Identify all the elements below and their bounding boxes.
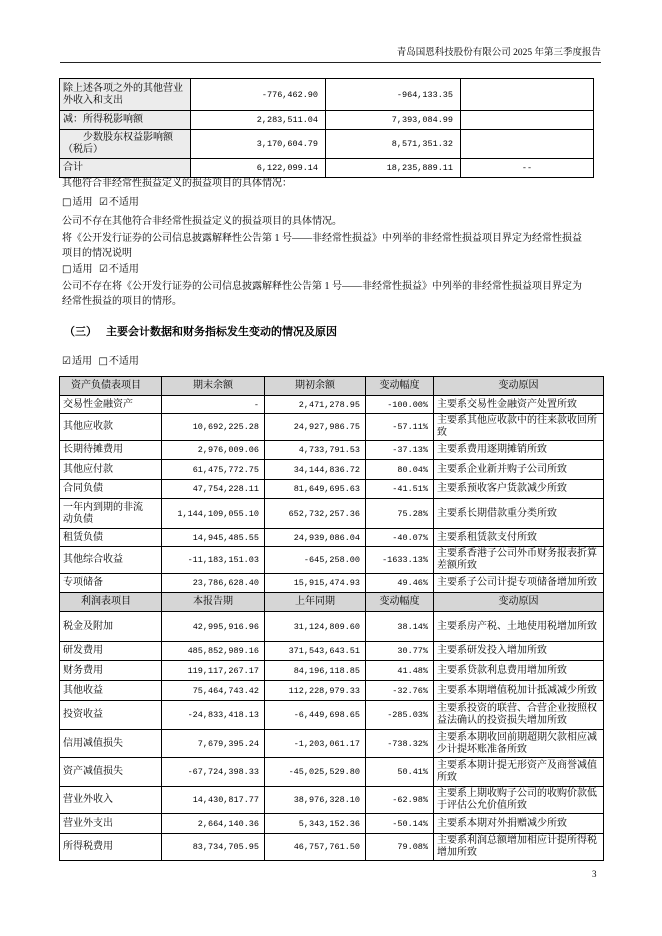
- current-period-amount: 75,464,743.42: [162, 681, 265, 701]
- change-reason: 主要系子公司计提专项储备增加所致: [434, 574, 604, 593]
- change-rate: -41.51%: [366, 480, 434, 499]
- item-label: 除上述各项之外的其他营业外收入和支出: [60, 79, 191, 111]
- table-row: [60, 681, 604, 701]
- column-header: 变动幅度: [366, 377, 434, 396]
- table-row: [60, 460, 604, 480]
- change-rate: -1633.13%: [366, 547, 434, 574]
- item-name: 其他应付款: [60, 460, 162, 480]
- opening-balance: 24,939,086.04: [265, 529, 366, 547]
- closing-balance: 10,692,225.28: [162, 414, 265, 441]
- item-name: 租赁负债: [60, 529, 162, 547]
- column-header: 利润表项目: [60, 593, 162, 612]
- current-period-amount: 83,734,705.95: [162, 834, 265, 861]
- opening-balance: 2,471,278.95: [265, 396, 366, 414]
- option-label: 适用: [72, 197, 93, 208]
- item-name: 信用减值损失: [60, 730, 162, 758]
- non-recurring-items-table: [59, 78, 594, 178]
- change-reason: 主要系利润总额增加相应计提所得税增加所致: [434, 834, 604, 861]
- item-name: 其他应收款: [60, 414, 162, 441]
- note-cell: --: [461, 159, 594, 178]
- change-rate: 80.04%: [366, 460, 434, 480]
- prior-period-amount: -1,203,061.17: [265, 730, 366, 758]
- opening-balance: 34,144,836.72: [265, 460, 366, 480]
- item-name: 合同负债: [60, 480, 162, 499]
- reclass-question: 将《公开发行证券的公司信息披露解释性公告第 1 号——非经常性损益》中列举的非经常性损益项目界定为经常性损益项目的情况说明: [62, 233, 582, 259]
- item-label: 少数股东权益影响额（税后）: [60, 130, 191, 159]
- item-name: 其他收益: [60, 681, 162, 701]
- change-rate: -57.11%: [366, 414, 434, 441]
- table-row: [60, 441, 604, 460]
- item-name: 一年内到期的非流动负债: [60, 499, 162, 529]
- column-header: 变动原因: [434, 593, 604, 612]
- change-reason: 主要系贷款利息费用增加所致: [434, 661, 604, 681]
- closing-balance: 1,144,109,055.10: [162, 499, 265, 529]
- opening-balance: 24,927,986.75: [265, 414, 366, 441]
- current-period-amount: 119,117,267.17: [162, 661, 265, 681]
- checkbox-checked-icon: ☑: [62, 356, 71, 367]
- change-rate: -62.98%: [366, 787, 434, 814]
- change-reason: 主要系本期计提无形资产及商誉减值所致: [434, 758, 604, 787]
- change-reason: 主要系费用逐期摊销所致: [434, 441, 604, 460]
- opening-balance: 81,649,695.63: [265, 480, 366, 499]
- table-row: [60, 574, 604, 593]
- checkbox-checked-icon: ☑: [98, 197, 108, 208]
- current-period-amount: -67,724,398.33: [162, 758, 265, 787]
- option-applicable: [62, 197, 92, 208]
- current-period-amount: 7,679,395.24: [162, 730, 265, 758]
- income-statement-header-row: [60, 593, 604, 612]
- change-rate: -40.07%: [366, 529, 434, 547]
- change-rate: -50.14%: [366, 814, 434, 834]
- current-period-amount: 42,995,916.96: [162, 612, 265, 642]
- change-reason: 主要系本期收回前期超期欠款相应减少计提坏账准备所致: [434, 730, 604, 758]
- change-reason: 主要系上期收购子公司的收购价款低于评估公允价值所致: [434, 787, 604, 814]
- column-header: 期末余额: [162, 377, 265, 396]
- current-period-amount: 2,283,511.04: [191, 111, 326, 130]
- table-row: [60, 79, 594, 111]
- section-title: 主要会计数据和财务指标发生变动的情况及原因: [106, 326, 337, 338]
- table-row: [60, 661, 604, 681]
- item-name: 资产减值损失: [60, 758, 162, 787]
- financial-changes-table: [59, 376, 604, 861]
- prior-period-amount: 38,976,328.10: [265, 787, 366, 814]
- opening-balance: -645,258.00: [265, 547, 366, 574]
- table-row: [60, 547, 604, 574]
- year-to-date-amount: -964,133.35: [326, 79, 461, 111]
- table-row: [60, 834, 604, 861]
- option-not-applicable: [99, 264, 139, 275]
- table-row: [60, 499, 604, 529]
- item-label: 合计: [60, 159, 191, 178]
- section-heading: [64, 325, 337, 340]
- opening-balance: 15,915,474.93: [265, 574, 366, 593]
- change-reason: 主要系预收客户货款减少所致: [434, 480, 604, 499]
- item-name: 财务费用: [60, 661, 162, 681]
- year-to-date-amount: 18,235,889.11: [326, 159, 461, 178]
- table-row: [60, 612, 604, 642]
- current-period-amount: 485,852,989.16: [162, 642, 265, 661]
- table-row: [60, 480, 604, 499]
- item-name: 交易性金融资产: [60, 396, 162, 414]
- other-items-statement: 公司不存在其他符合非经常性损益定义的损益项目的具体情况。: [62, 216, 342, 227]
- table-row: [60, 814, 604, 834]
- current-period-amount: -776,462.90: [191, 79, 326, 111]
- item-name: 其他综合收益: [60, 547, 162, 574]
- reclass-applicability: [62, 263, 143, 277]
- table-row: [60, 730, 604, 758]
- table-row: [60, 396, 604, 414]
- item-name: 营业外支出: [60, 814, 162, 834]
- closing-balance: -: [162, 396, 265, 414]
- prior-period-amount: 371,543,643.51: [265, 642, 366, 661]
- closing-balance: -11,183,151.03: [162, 547, 265, 574]
- prior-period-amount: 31,124,809.60: [265, 612, 366, 642]
- item-name: 专项储备: [60, 574, 162, 593]
- closing-balance: 23,786,628.40: [162, 574, 265, 593]
- option-label: 适用: [72, 264, 93, 275]
- column-header: 变动原因: [434, 377, 604, 396]
- year-to-date-amount: 7,393,084.99: [326, 111, 461, 130]
- checkbox-unchecked-icon: □: [62, 264, 72, 275]
- note-cell: [461, 79, 594, 111]
- current-period-amount: 3,170,604.79: [191, 130, 326, 159]
- change-reason: 主要系企业新并购子公司所致: [434, 460, 604, 480]
- current-period-amount: 14,430,817.77: [162, 787, 265, 814]
- change-rate: 41.48%: [366, 661, 434, 681]
- column-header: 上年同期: [265, 593, 366, 612]
- column-header: 期初余额: [265, 377, 366, 396]
- prior-period-amount: 5,343,152.36: [265, 814, 366, 834]
- checkbox-checked-icon: ☑: [98, 264, 108, 275]
- change-rate: -37.13%: [366, 441, 434, 460]
- item-name: 所得税费用: [60, 834, 162, 861]
- option-label: 不适用: [108, 197, 139, 208]
- change-reason: 主要系长期借款重分类所致: [434, 499, 604, 529]
- prior-period-amount: -6,449,698.65: [265, 701, 366, 730]
- note-cell: [461, 130, 594, 159]
- change-reason: 主要系研发投入增加所致: [434, 642, 604, 661]
- change-rate: 30.77%: [366, 642, 434, 661]
- change-reason: 主要系本期增值税加计抵减减少所致: [434, 681, 604, 701]
- change-rate: -100.00%: [366, 396, 434, 414]
- column-header: 本报告期: [162, 593, 265, 612]
- current-period-amount: 2,664,140.36: [162, 814, 265, 834]
- table-row: [60, 701, 604, 730]
- column-header: 变动幅度: [366, 593, 434, 612]
- item-name: 税金及附加: [60, 612, 162, 642]
- table-row: [60, 642, 604, 661]
- table-row: [60, 414, 604, 441]
- other-items-question: 其他符合非经常性损益定义的损益项目的具体情况：: [62, 178, 292, 189]
- prior-period-amount: 112,228,979.33: [265, 681, 366, 701]
- item-name: 研发费用: [60, 642, 162, 661]
- change-rate: 38.14%: [366, 612, 434, 642]
- option-applicable: [62, 356, 92, 367]
- change-reason: 主要系房产税、土地使用税增加所致: [434, 612, 604, 642]
- option-not-applicable: [99, 197, 139, 208]
- change-rate: 50.41%: [366, 758, 434, 787]
- section-number: （三）: [64, 326, 97, 338]
- running-header: 青岛国恩科技股份有限公司 2025 年第三季度报告: [396, 48, 601, 58]
- column-header: 资产负债表项目: [60, 377, 162, 396]
- item-name: 营业外收入: [60, 787, 162, 814]
- header-divider: [60, 62, 601, 63]
- item-name: 投资收益: [60, 701, 162, 730]
- option-applicable: [62, 264, 92, 275]
- closing-balance: 2,976,009.06: [162, 441, 265, 460]
- prior-period-amount: 84,196,118.85: [265, 661, 366, 681]
- reclass-statement: 公司不存在将《公开发行证券的公司信息披露解释性公告第 1 号——非经常性损益》中列举的非经常性损益项目界定为经常性损益的项目的情形。: [62, 281, 582, 307]
- table-row: [60, 130, 594, 159]
- opening-balance: 652,732,257.36: [265, 499, 366, 529]
- change-rate: -738.32%: [366, 730, 434, 758]
- change-reason: 主要系本期对外捐赠减少所致: [434, 814, 604, 834]
- option-label: 适用: [71, 356, 92, 367]
- closing-balance: 61,475,772.75: [162, 460, 265, 480]
- change-rate: -32.76%: [366, 681, 434, 701]
- balance-sheet-header-row: [60, 377, 604, 396]
- page-number: 3: [592, 869, 597, 879]
- table-row: [60, 758, 604, 787]
- change-rate: -285.03%: [366, 701, 434, 730]
- change-rate: 79.08%: [366, 834, 434, 861]
- checkbox-unchecked-icon: □: [62, 197, 72, 208]
- table-row: [60, 787, 604, 814]
- current-period-amount: -24,833,418.13: [162, 701, 265, 730]
- prior-period-amount: 46,757,761.50: [265, 834, 366, 861]
- change-reason: 主要系交易性金融资产处置所致: [434, 396, 604, 414]
- prior-period-amount: -45,025,529.80: [265, 758, 366, 787]
- other-items-applicability: [62, 196, 143, 210]
- note-cell: [461, 111, 594, 130]
- checkbox-unchecked-icon: □: [98, 356, 108, 367]
- year-to-date-amount: 8,571,351.32: [326, 130, 461, 159]
- section-applicability: [62, 355, 143, 369]
- change-reason: 主要系香港子公司外币财务报表折算差额所致: [434, 547, 604, 574]
- table-row: [60, 111, 594, 130]
- option-label: 不适用: [108, 356, 139, 367]
- item-label: 减：所得税影响额: [60, 111, 191, 130]
- change-rate: 75.28%: [366, 499, 434, 529]
- item-name: 长期待摊费用: [60, 441, 162, 460]
- current-period-amount: 6,122,099.14: [191, 159, 326, 178]
- option-not-applicable: [98, 356, 138, 367]
- option-label: 不适用: [108, 264, 139, 275]
- change-rate: 49.46%: [366, 574, 434, 593]
- opening-balance: 4,733,791.53: [265, 441, 366, 460]
- change-reason: 主要系其他应收款中的往来款收回所致: [434, 414, 604, 441]
- table-row: [60, 529, 604, 547]
- closing-balance: 47,754,228.11: [162, 480, 265, 499]
- change-reason: 主要系投资的联营、合营企业按照权益法确认的投资损失增加所致: [434, 701, 604, 730]
- change-reason: 主要系租赁款支付所致: [434, 529, 604, 547]
- closing-balance: 14,945,485.55: [162, 529, 265, 547]
- table-row-total: [60, 159, 594, 178]
